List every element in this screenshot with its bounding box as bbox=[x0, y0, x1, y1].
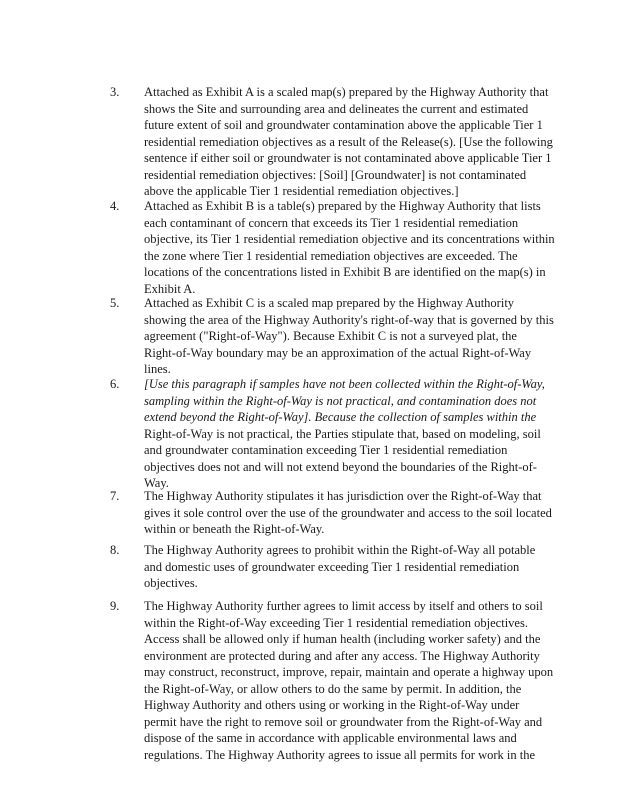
text-line: Right-of-Way boundary may be an approximation of the actual Right-of-Way bbox=[144, 345, 532, 360]
text-line: lines. bbox=[144, 362, 171, 376]
paragraph-body bbox=[144, 542, 549, 592]
text-line: the zone where Tier 1 residential remediation objectives are exceeded. The bbox=[144, 248, 518, 263]
text-line: objective, its Tier 1 residential remediation objective and its concentrations within bbox=[144, 232, 555, 246]
text-line: shows the Site and surrounding area and delineates the current and estimated bbox=[144, 101, 529, 116]
text-line: Way. bbox=[144, 476, 169, 490]
text-line: Access shall be allowed only if human health (including worker safety) and the bbox=[144, 632, 541, 646]
paragraph-body bbox=[144, 598, 554, 763]
paragraph-number: 6. bbox=[110, 377, 120, 391]
text-line: agreement ("Right-of-Way"). Because Exhibit C is not a surveyed plat, the bbox=[144, 329, 517, 343]
paragraph-body bbox=[144, 295, 554, 378]
text-line: Attached as Exhibit A is a scaled map(s) prepared by the Highway Authority that bbox=[144, 85, 549, 99]
paragraph-number: 8. bbox=[110, 543, 120, 557]
paragraph-number: 5. bbox=[110, 296, 120, 310]
text-line: the Right-of-Way, or allow others to do the same by permit. In addition, the bbox=[144, 681, 522, 696]
text-line: permit have the right to remove soil or groundwater from the Right-of-Way and bbox=[144, 714, 543, 729]
text-line: Exhibit A. bbox=[144, 281, 196, 296]
text-line: Highway Authority and others using or working in the Right-of-Way under bbox=[144, 698, 520, 712]
text-line: and domestic uses of groundwater exceeding Tier 1 residential remediation bbox=[144, 559, 520, 574]
text-line: may construct, reconstruct, improve, repair, maintain and operate a highway upon bbox=[144, 665, 554, 679]
text-line: Attached as Exhibit B is a table(s) prepared by the Highway Authority that lists bbox=[144, 199, 541, 213]
text-line: each contaminant of concern that exceeds its Tier 1 residential remediation bbox=[144, 215, 519, 230]
text-line: dispose of the same in accordance with applicable environmental laws and bbox=[144, 731, 517, 745]
text-line: [Use this paragraph if samples have not been collected within the Right-of-Way, bbox=[144, 377, 545, 391]
text-line: extend beyond the Right-of-Way]. Because the collection of samples within the bbox=[144, 410, 537, 424]
paragraph-number: 9. bbox=[110, 599, 120, 613]
text-line: showing the area of the Highway Authority's right-of-way that is governed by this bbox=[144, 312, 554, 327]
text-line: objectives does not and will not extend beyond the boundaries of the Right-of- bbox=[144, 459, 537, 474]
text-line: The Highway Authority further agrees to limit access by itself and others to soil bbox=[144, 599, 543, 613]
text-line: sentence if either soil or groundwater is not contaminated above applicable Tier 1 bbox=[144, 151, 552, 165]
text-line: objectives. bbox=[144, 576, 198, 590]
text-line: above the applicable Tier 1 residential remediation objectives.] bbox=[144, 184, 459, 198]
text-line: Right-of-Way is not practical, the Parties stipulate that, based on modeling, soil bbox=[144, 426, 541, 441]
text-line: sampling within the Right-of-Way is not practical, and contamination does not bbox=[144, 393, 537, 408]
paragraph-number: 4. bbox=[110, 199, 120, 213]
text-line: residential remediation objectives: [Soil] [Groundwater] is not contaminated bbox=[144, 167, 527, 182]
text-line: The Highway Authority stipulates it has jurisdiction over the Right-of-Way that bbox=[144, 489, 542, 503]
text-line: gives it sole control over the use of the groundwater and access to the soil located bbox=[144, 505, 552, 520]
paragraph-number: 7. bbox=[110, 489, 120, 503]
text-line: locations of the concentrations listed in Exhibit B are identified on the map(s) in bbox=[144, 265, 546, 279]
text-line: within or beneath the Right-of-Way. bbox=[144, 522, 325, 536]
text-line: environment are protected during and after any access. The Highway Authority bbox=[144, 648, 540, 663]
paragraph-body bbox=[144, 488, 552, 538]
paragraph-body bbox=[144, 198, 555, 297]
paragraph-body bbox=[144, 84, 553, 200]
text-line: residential remediation objectives as a result of the Release(s). [Use the following bbox=[144, 134, 553, 149]
text-line: within the Right-of-Way exceeding Tier 1 residential remediation objectives. bbox=[144, 615, 528, 630]
text-line: The Highway Authority agrees to prohibit within the Right-of-Way all potable bbox=[144, 543, 536, 557]
text-line: future extent of soil and groundwater contamination above the applicable Tier 1 bbox=[144, 118, 543, 132]
paragraph-number: 3. bbox=[110, 85, 120, 99]
text-line: and groundwater contamination exceeding Tier 1 residential remediation bbox=[144, 443, 508, 457]
text-line: Attached as Exhibit C is a scaled map prepared by the Highway Authority bbox=[144, 296, 515, 310]
paragraph-body bbox=[144, 376, 549, 492]
text-line: regulations. The Highway Authority agrees to issue all permits for work in the bbox=[144, 747, 536, 762]
